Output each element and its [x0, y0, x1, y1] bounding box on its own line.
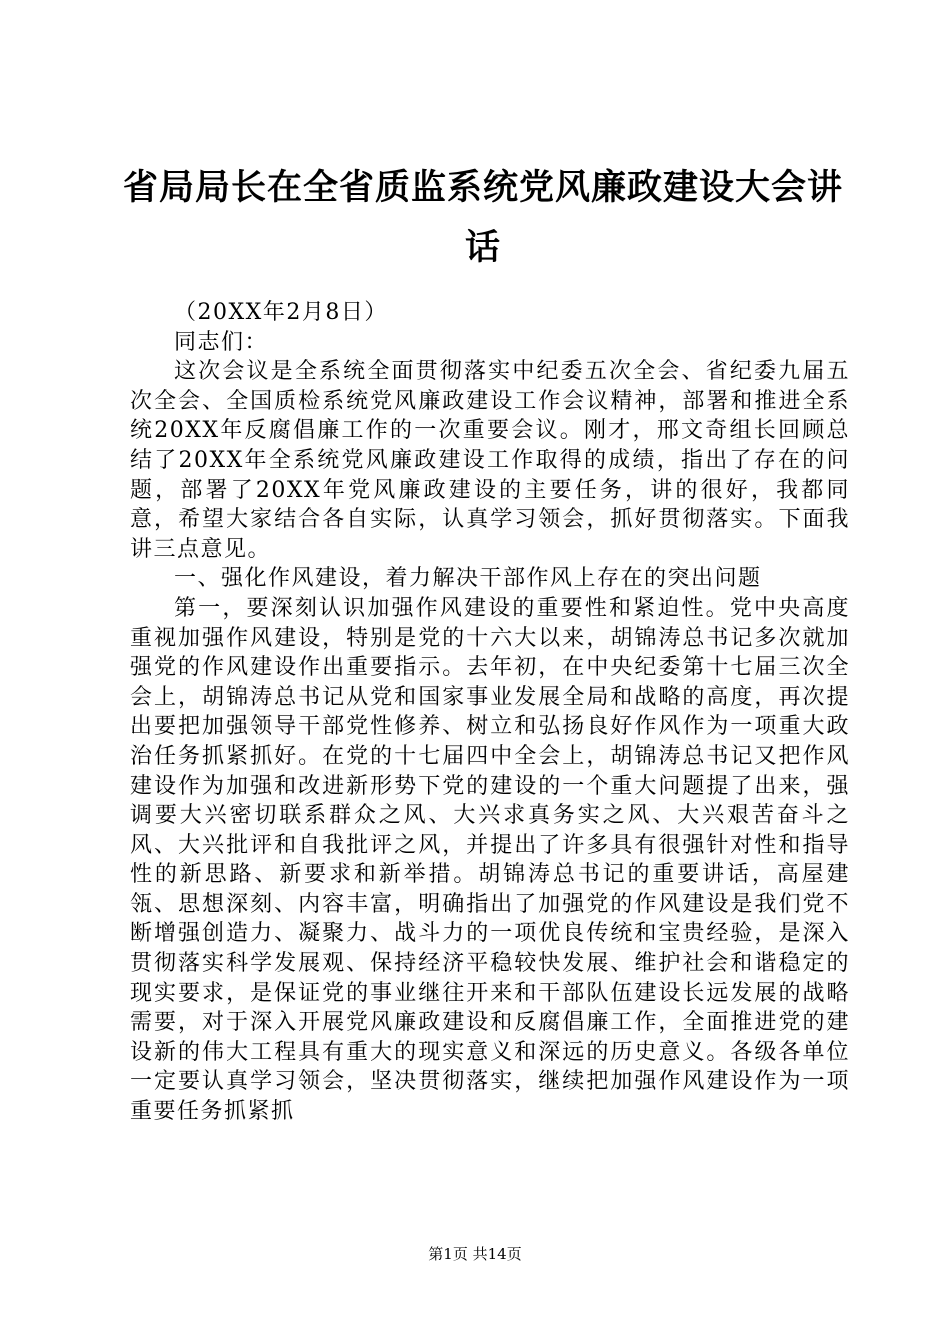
section-heading-1: 一、强化作风建设，着力解决干部作风上存在的突出问题 — [174, 566, 762, 592]
page-footer: 第1页 共14页 — [428, 1245, 522, 1263]
document-body — [130, 298, 850, 1127]
paragraph-first-point: 第一，要深刻认识加强作风建设的重要性和紧迫性。党中央高度重视加强作风建设，特别是党的十六大以来，胡锦涛总书记多次就加强党的作风建设作出重要指示。去年初，在中央纪委第十七届三次全会上，胡锦涛总书记从党和国家事业发展全局和战略的高度，再次提出要把加强领导干部党性修养、树立和弘扬良好作风作为一项重大政治任务抓紧抓好。在党的十七届四中全会上，胡锦涛总书记又把作风建设作为加强和改进新形势下党的建设的一个重大问题提了出来，强调要大兴密切联系群众之风、大兴求真务实之风、大兴艰苦奋斗之风、大兴批评和自我批评之风，并提出了许多具有很强针对性和指导性的新思路、新要求和新举措。胡锦涛总书记的重要讲话，高屋建瓴、思想深刻、内容丰富，明确指出了加强党的作风建设是我们党不断增强创造力、凝聚力、战斗力的一项优良传统和宝贵经验，是深入贯彻落实科学发展观、保持经济平稳较快发展、维护社会和谐稳定的现实要求，是保证党的事业继往开来和干部队伍建设长远发展的战略需要，对于深入开展党风廉政建设和反腐倡廉工作，全面推进党的建设新的伟大工程具有重大的现实意义和深远的历史意义。各级各单位一定要认真学习领会，坚决贯彻落实，继续把加强作风建设作为一项重要任务抓紧抓 — [130, 595, 850, 1125]
paragraph-intro: 这次会议是全系统全面贯彻落实中纪委五次全会、省纪委九届五次全会、全国质检系统党风廉政建设工作会议精神，部署和推进全系统20XX年反腐倡廉工作的一次重要会议。刚才，邢文奇组长回顾总结了20XX年全系统党风廉政建设工作取得的成绩，指出了存在的问题，部署了20XX年党风廉政建设的主要任务，讲的很好，我都同意，希望大家结合各自实际，认真学习领会，抓好贯彻落实。下面我讲三点意见。 — [130, 359, 850, 562]
document-title: 省局局长在全省质监系统党风廉政建设大会讲话 — [122, 168, 843, 268]
salutation: 同志们： — [174, 329, 269, 355]
speech-date: （20XX年2月8日） — [174, 300, 388, 325]
